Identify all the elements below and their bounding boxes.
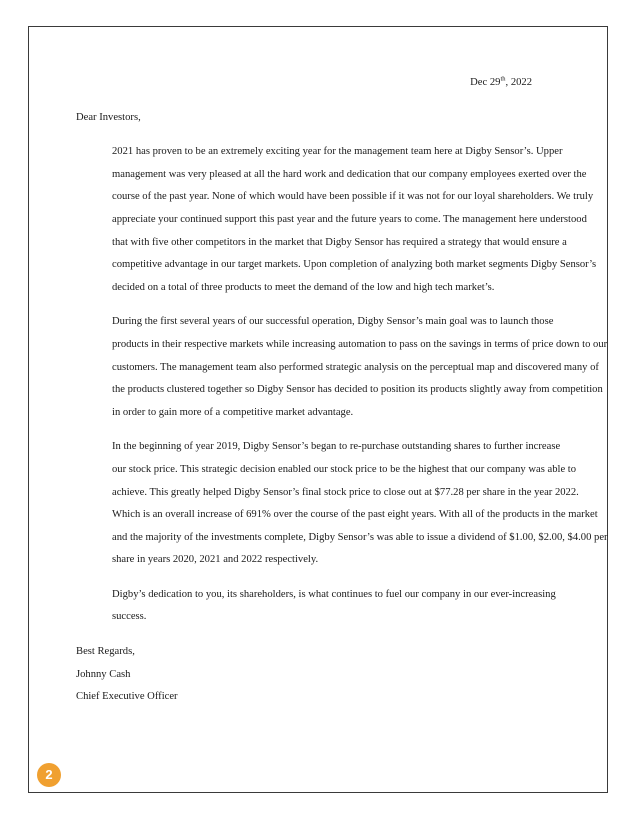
paragraph-line: share in years 2020, 2021 and 2022 respectively.: [112, 554, 319, 566]
paragraph-line: the products clustered together so Digby Sensor has decided to position its products slightly away from competition: [112, 384, 603, 396]
paragraph-4: [76, 584, 556, 629]
date-day: Dec 29: [470, 77, 501, 88]
paragraph-3: [76, 436, 608, 572]
date-year: , 2022: [505, 77, 532, 88]
signer-name: Johnny Cash: [76, 668, 131, 680]
page-number-badge: 2: [37, 763, 61, 787]
paragraph-line: competitive advantage in our target markets. Upon completion of analyzing both market segments Digby Sensor’s: [112, 259, 597, 271]
date-ordinal-suffix: th: [500, 75, 506, 83]
paragraph-line: achieve. This greatly helped Digby Sensor’s final stock price to close out at $77.28 per share in the year 2022.: [112, 486, 579, 498]
paragraph-line: course of the past year. None of which would have been possible if it was not for our loyal shareholders. We truly: [112, 191, 594, 203]
paragraph-2: [76, 311, 608, 424]
closing-phrase: Best Regards,: [76, 646, 135, 658]
paragraph-line: appreciate your continued support this past year and the future years to come. The management here understood: [112, 213, 587, 225]
paragraph-1: [76, 141, 597, 299]
paragraph-line: our stock price. This strategic decision enabled our stock price to be the highest that our company was able to: [112, 463, 577, 475]
paragraph-line: Digby’s dedication to you, its shareholders, is what continues to fuel our company in our ever-increasing: [112, 588, 556, 600]
paragraph-line: customers. The management team also performed strategic analysis on the perceptual map and discovered many of: [112, 361, 599, 373]
paragraph-line: that with five other competitors in the market that Digby Sensor has required a strategy that would ensure a: [112, 236, 567, 248]
salutation: Dear Investors,: [76, 111, 141, 123]
signer-title: Chief Executive Officer: [76, 691, 178, 703]
paragraph-line: During the first several years of our successful operation, Digby Sensor’s main goal was to launch those: [112, 316, 554, 328]
paragraph-line: In the beginning of year 2019, Digby Sensor’s began to re-purchase outstanding shares to further increase: [112, 441, 561, 453]
paragraph-line: management was very pleased at all the hard work and dedication that our company employees exerted over the: [112, 168, 587, 180]
paragraph-line: products in their respective markets while increasing automation to pass on the savings in terms of price down to our: [112, 338, 608, 350]
paragraph-line: in order to gain more of a competitive market advantage.: [112, 406, 354, 418]
paragraph-line: 2021 has proven to be an extremely exciting year for the management team here at Digby Sensor’s. Upper: [112, 146, 563, 158]
paragraph-line: Which is an overall increase of 691% over the course of the past eight years. With all of the products in the market: [112, 509, 598, 521]
closing: [76, 641, 556, 709]
letter-date: [76, 72, 556, 95]
paragraph-line: success.: [112, 611, 147, 623]
paragraph-line: decided on a total of three products to meet the demand of the low and high tech market’s.: [112, 281, 495, 293]
paragraph-line: and the majority of the investments complete, Digby Sensor’s was able to issue a dividend of $1.00, $2.00, $4.00 per: [112, 531, 608, 543]
letter-body: [76, 72, 608, 709]
